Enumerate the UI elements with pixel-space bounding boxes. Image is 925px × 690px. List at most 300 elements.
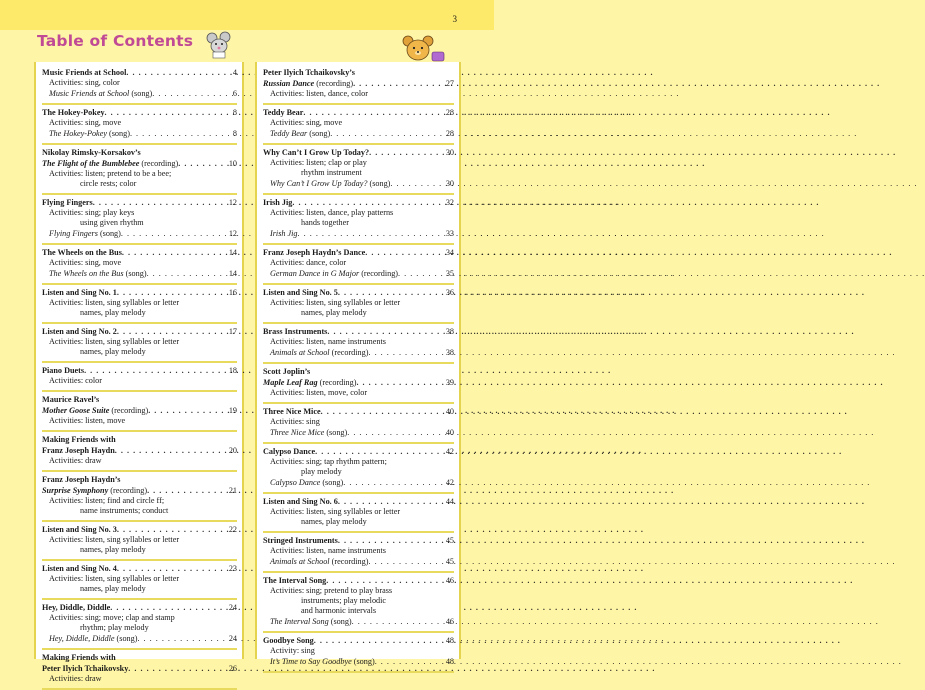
toc-sub-item xyxy=(263,347,454,358)
toc-heading-item xyxy=(263,107,454,118)
toc-sub-item xyxy=(263,178,454,189)
toc-entry xyxy=(263,573,454,633)
toc-heading-item xyxy=(42,287,237,298)
entry-title xyxy=(49,128,130,139)
toc-heading-item xyxy=(263,78,454,89)
toc-entry xyxy=(42,285,237,324)
entry-title xyxy=(270,477,343,488)
page-ref: 36 xyxy=(445,288,454,297)
entry-italic-title: The Wheels on the Bus xyxy=(49,269,124,278)
entry-italic-title: Surprise Symphony xyxy=(42,486,109,495)
dot-leader xyxy=(356,377,445,388)
page-ref: 45 xyxy=(445,536,454,545)
dot-leader xyxy=(327,326,445,337)
entry-italic-title: Music Friends at School xyxy=(49,89,130,98)
entry-title: Hey, Diddle, Diddle xyxy=(42,603,111,612)
entry-composer: Franz Joseph Haydn’s xyxy=(42,475,121,484)
dot-leader xyxy=(353,78,446,89)
toc-entry xyxy=(42,392,237,432)
dot-leader xyxy=(148,405,229,416)
activity-text: hands together xyxy=(301,218,349,227)
activity-text: names, play melody xyxy=(80,347,146,356)
toc-sub-item xyxy=(263,228,454,239)
dot-leader xyxy=(365,247,446,258)
toc-entry xyxy=(42,105,237,145)
page-ref: 12 xyxy=(228,229,237,238)
dot-leader xyxy=(338,496,446,507)
dot-leader xyxy=(330,128,446,139)
toc-entry xyxy=(42,65,237,105)
page-ref: 48 xyxy=(445,657,454,666)
toc-heading-item xyxy=(42,158,237,169)
toc-heading-item xyxy=(42,485,237,496)
activity-text: Activities: listen, sing syllables or letter xyxy=(49,574,180,583)
toc-sub-item xyxy=(263,656,454,667)
entry-title: Franz Joseph Haydn’s Dance xyxy=(263,248,366,257)
dot-leader xyxy=(121,228,229,239)
page-ref: 30 xyxy=(445,179,454,188)
entry-composer: Making Friends with xyxy=(42,653,116,662)
toc-entry xyxy=(263,633,454,673)
entry-italic-title: Hey, Diddle, Diddle xyxy=(49,634,115,643)
entry-italic-title: Animals at School xyxy=(270,348,330,357)
mouse-mascot-icon xyxy=(204,29,234,59)
activity-text: Activities: listen, sing syllables or letter xyxy=(270,507,401,516)
toc-entry xyxy=(263,444,454,494)
entry-title xyxy=(270,656,375,667)
entry-title: Listen and Sing No. 1 xyxy=(42,288,117,297)
toc-heading-item xyxy=(42,107,237,118)
entry-title xyxy=(42,485,147,496)
entry-composer: Nikolay Rimsky-Korsakov’s xyxy=(42,148,141,157)
page-ref: 28 xyxy=(445,108,454,117)
entry-italic-title: Flying Fingers xyxy=(49,229,98,238)
entry-italic-title: The Interval Song xyxy=(270,617,329,626)
dot-leader xyxy=(122,247,229,258)
entry-title: Franz Joseph Haydn xyxy=(42,446,115,455)
entry-title xyxy=(270,268,398,279)
entry-title: Goodbye Song xyxy=(263,636,314,645)
entry-title xyxy=(263,78,353,89)
dot-leader xyxy=(369,147,446,158)
entry-title xyxy=(49,633,137,644)
page-ref: 32 xyxy=(445,198,454,207)
entry-suffix: (recording) xyxy=(329,348,369,357)
entry-suffix: (recording) xyxy=(108,486,148,495)
page-ref: 46 xyxy=(445,576,454,585)
page-ref: 22 xyxy=(228,525,237,534)
entry-title xyxy=(49,88,152,99)
entry-suffix: (song) xyxy=(367,179,391,188)
page-ref: 38 xyxy=(445,327,454,336)
entry-suffix: (recording) xyxy=(329,557,369,566)
entry-suffix: (recording) xyxy=(109,406,149,415)
toc-heading-item xyxy=(42,524,237,535)
page-ref: 19 xyxy=(228,406,237,415)
toc-heading-item xyxy=(42,67,237,78)
activity-text: Activities: listen, sing syllables or letter xyxy=(49,535,180,544)
activity-text: Activities: sing xyxy=(270,417,320,426)
page-ref: 28 xyxy=(445,129,454,138)
dot-leader xyxy=(338,287,446,298)
activity-text: rhythm; play melody xyxy=(80,623,149,632)
dot-leader xyxy=(303,107,445,118)
page-ref: 24 xyxy=(228,603,237,612)
page-ref: 14 xyxy=(228,269,237,278)
activity-text: Activities: color xyxy=(49,376,102,385)
entry-suffix: (song) xyxy=(320,478,344,487)
toc-entry xyxy=(42,561,237,600)
dot-leader xyxy=(352,616,446,627)
top-color-band xyxy=(0,0,494,30)
activity-text: Activities: sing; move; clap and stamp xyxy=(49,613,175,622)
entry-title xyxy=(270,228,298,239)
dot-leader xyxy=(152,88,233,99)
entry-title: Listen and Sing No. 4 xyxy=(42,564,117,573)
toc-sub-item xyxy=(42,268,237,279)
entry-composer: Scott Joplin’s xyxy=(263,367,311,376)
page-ref: 35 xyxy=(445,269,454,278)
bear-mascot-icon xyxy=(394,34,446,64)
page-ref: 18 xyxy=(228,366,237,375)
entry-italic-title: Animals at School xyxy=(270,557,330,566)
activity-text: Activities: sing, move xyxy=(270,118,343,127)
page-ref: 48 xyxy=(445,636,454,645)
page-ref: 42 xyxy=(445,478,454,487)
page-ref: 39 xyxy=(445,378,454,387)
entry-title: Calypso Dance xyxy=(263,447,316,456)
entry-title xyxy=(42,158,178,169)
dot-leader xyxy=(84,365,229,376)
dot-leader xyxy=(117,287,229,298)
page-ref: 14 xyxy=(228,248,237,257)
entry-title: The Hokey-Pokey xyxy=(42,108,105,117)
dot-leader xyxy=(117,563,229,574)
entry-title: Piano Duets xyxy=(42,366,85,375)
dot-leader xyxy=(147,485,229,496)
entry-title xyxy=(49,228,121,239)
toc-heading-item xyxy=(42,663,237,674)
dot-leader xyxy=(126,67,233,78)
dot-leader xyxy=(375,656,446,667)
page-ref: 38 xyxy=(445,348,454,357)
page-ref: 44 xyxy=(445,497,454,506)
toc-heading-item xyxy=(42,602,237,613)
dot-leader xyxy=(128,663,229,674)
activity-text: Activities: sing, move xyxy=(49,118,122,127)
page-ref: 40 xyxy=(445,428,454,437)
page-ref: 26 xyxy=(228,664,237,673)
toc-sub-item xyxy=(42,633,237,644)
entry-title: Brass Instruments xyxy=(263,327,328,336)
toc-heading-item xyxy=(263,287,454,298)
activity-text: circle rests; color xyxy=(80,179,137,188)
entry-suffix: (song) xyxy=(123,269,147,278)
entry-title: Irish Jig xyxy=(263,198,293,207)
entry-italic-title: German Dance in G Major xyxy=(270,269,360,278)
toc-entry xyxy=(263,533,454,573)
toc-heading-item xyxy=(263,326,454,337)
activity-text: Activities: sing, move xyxy=(49,258,122,267)
entry-italic-title: The Hokey-Pokey xyxy=(49,129,107,138)
toc-entry xyxy=(263,195,454,245)
entry-suffix: (song) xyxy=(351,657,375,666)
activity-text: using given rhythm xyxy=(80,218,144,227)
activity-text: Activities: listen; find and circle ff; xyxy=(49,496,165,505)
toc-heading-item xyxy=(42,563,237,574)
toc-entry xyxy=(42,245,237,285)
activity-text: instruments; play melodic xyxy=(301,596,387,605)
dot-leader xyxy=(298,228,446,239)
toc-heading-item xyxy=(42,326,237,337)
toc-heading-item xyxy=(263,535,454,546)
toc-sub-item xyxy=(42,228,237,239)
toc-sub-item xyxy=(42,88,237,99)
entry-suffix: (song) xyxy=(328,617,352,626)
entry-suffix: (song) xyxy=(106,129,130,138)
page-ref: 4 xyxy=(232,68,237,77)
toc-sub-item xyxy=(42,128,237,139)
toc-heading-item xyxy=(263,147,454,158)
page-ref: 17 xyxy=(228,327,237,336)
toc-heading-item xyxy=(42,405,237,416)
toc-sub-item xyxy=(263,477,454,488)
activity-text: Activities: listen; clap or play xyxy=(270,158,367,167)
activity-text: Activities: draw xyxy=(49,674,102,683)
page-ref: 16 xyxy=(228,288,237,297)
page-ref: 40 xyxy=(445,407,454,416)
page-ref: 8 xyxy=(232,129,237,138)
entry-italic-title: Three Nice Mice xyxy=(270,428,325,437)
page-ref: 42 xyxy=(445,447,454,456)
page-ref: 12 xyxy=(228,198,237,207)
page-ref: 20 xyxy=(228,446,237,455)
activity-text: Activities: listen, move, color xyxy=(270,388,368,397)
entry-italic-title: Maple Leaf Rag xyxy=(263,378,318,387)
entry-title: Why Can’t I Grow Up Today? xyxy=(263,148,370,157)
toc-heading-item xyxy=(42,365,237,376)
dot-leader xyxy=(292,197,445,208)
entry-italic-title: Calypso Dance xyxy=(270,478,321,487)
toc-heading-item xyxy=(263,406,454,417)
toc-left-column xyxy=(34,62,244,683)
entry-title xyxy=(263,377,356,388)
activity-text: Activities: listen, sing syllables or letter xyxy=(49,298,180,307)
dot-leader xyxy=(93,197,229,208)
entry-title xyxy=(270,556,368,567)
page-ref: 46 xyxy=(445,617,454,626)
activity-text: Activities: listen, name instruments xyxy=(270,546,386,555)
activity-text: Activities: listen, sing syllables or letter xyxy=(49,337,180,346)
toc-heading-item xyxy=(263,575,454,586)
entry-title: Music Friends at School xyxy=(42,68,127,77)
entry-suffix: (song) xyxy=(114,634,138,643)
activity-text: Activities: sing; play keys xyxy=(49,208,135,217)
toc-heading-item xyxy=(263,377,454,388)
dot-leader xyxy=(117,524,229,535)
toc-heading-item xyxy=(263,247,454,258)
toc-heading-item xyxy=(42,247,237,258)
entry-italic-title: Why Can’t I Grow Up Today? xyxy=(270,179,368,188)
activity-text: Activities: sing; pretend to play brass xyxy=(270,586,393,595)
dot-leader xyxy=(130,128,233,139)
activity-text: Activities: listen, move xyxy=(49,416,126,425)
dot-leader xyxy=(368,347,445,358)
dot-leader xyxy=(347,427,446,438)
dot-leader xyxy=(326,575,446,586)
toc-entry xyxy=(263,324,454,364)
toc-heading-item xyxy=(263,197,454,208)
page-ref: 45 xyxy=(445,557,454,566)
page-ref: 27 xyxy=(445,79,454,88)
entry-title xyxy=(270,347,368,358)
toc-sub-item xyxy=(263,268,454,279)
activity-text: Activities: draw xyxy=(49,456,102,465)
toc-entry xyxy=(263,494,454,533)
toc-entry xyxy=(263,285,454,324)
activity-text: Activities: listen, dance, color xyxy=(270,89,368,98)
page-number: 3 xyxy=(452,14,457,24)
activity-text: Activity: sing xyxy=(270,646,315,655)
entry-title xyxy=(49,268,147,279)
toc-sub-item xyxy=(263,427,454,438)
dot-leader xyxy=(398,268,446,279)
toc-heading-item xyxy=(263,635,454,646)
entry-title: Three Nice Mice xyxy=(263,407,321,416)
toc-entry xyxy=(42,195,237,245)
dot-leader xyxy=(321,406,446,417)
dot-leader xyxy=(343,477,446,488)
activity-text: names, play melody xyxy=(80,584,146,593)
entry-suffix: (recording) xyxy=(314,79,354,88)
activity-text: names, play melody xyxy=(80,308,146,317)
activity-text: Activities: listen, dance, play patterns xyxy=(270,208,394,217)
entry-italic-title: The Flight of the Bumblebee xyxy=(42,159,140,168)
toc-sub-item xyxy=(263,616,454,627)
activity-text: names, play melody xyxy=(80,545,146,554)
toc-heading-item xyxy=(263,496,454,507)
page-ref: 10 xyxy=(228,159,237,168)
dot-leader xyxy=(105,107,233,118)
entry-italic-title: It’s Time to Say Goodbye xyxy=(270,657,352,666)
activity-text: Activities: listen; pretend to be a bee; xyxy=(49,169,172,178)
entry-title: Peter Ilyich Tchaikovsky xyxy=(42,664,129,673)
activity-text: rhythm instrument xyxy=(301,168,362,177)
toc-entry xyxy=(263,145,454,195)
toc-entry xyxy=(42,324,237,363)
toc-entry xyxy=(42,472,237,522)
toc-entry xyxy=(42,432,237,472)
entry-title: Listen and Sing No. 5 xyxy=(263,288,338,297)
entry-title: The Interval Song xyxy=(263,576,327,585)
activity-text: names, play melody xyxy=(301,517,367,526)
page-ref: 6 xyxy=(232,89,237,98)
activity-text: Activities: listen, sing syllables or letter xyxy=(270,298,401,307)
toc-entry xyxy=(42,600,237,650)
entry-title: Flying Fingers xyxy=(42,198,93,207)
entry-italic-title: Mother Goose Suite xyxy=(42,406,110,415)
entry-composer: Maurice Ravel’s xyxy=(42,395,100,404)
entry-suffix: (recording) xyxy=(359,269,399,278)
activity-text: Activities: listen, name instruments xyxy=(270,337,386,346)
entry-suffix: (song) xyxy=(324,428,348,437)
page-ref: 8 xyxy=(232,108,237,117)
toc-entry xyxy=(263,404,454,444)
toc-entry xyxy=(42,522,237,561)
dot-leader xyxy=(314,635,446,646)
activity-text: Activities: sing, color xyxy=(49,78,120,87)
page-ref: 21 xyxy=(228,486,237,495)
entry-title: The Wheels on the Bus xyxy=(42,248,122,257)
page-ref: 24 xyxy=(228,634,237,643)
entry-composer: Making Friends with xyxy=(42,435,116,444)
toc-entry xyxy=(263,65,454,105)
activity-text: name instruments; conduct xyxy=(80,506,169,515)
dot-leader xyxy=(117,326,229,337)
toc-heading-item xyxy=(42,445,237,456)
dot-leader xyxy=(390,178,445,189)
entry-suffix: (song) xyxy=(97,229,121,238)
toc-entry xyxy=(263,245,454,285)
entry-title: Listen and Sing No. 3 xyxy=(42,525,117,534)
entry-title xyxy=(270,128,330,139)
toc-sub-item xyxy=(263,128,454,139)
page-title: Table of Contents xyxy=(37,32,194,50)
entry-title: Teddy Bear xyxy=(263,108,304,117)
activity-text: and harmonic intervals xyxy=(301,606,377,615)
toc-right-column xyxy=(255,62,461,666)
page-ref: 23 xyxy=(228,564,237,573)
entry-title: Stringed Instruments xyxy=(263,536,338,545)
entry-suffix: (recording) xyxy=(317,378,357,387)
entry-italic-title: Teddy Bear xyxy=(270,129,308,138)
activity-text: Activities: sing; tap rhythm pattern; xyxy=(270,457,387,466)
dot-leader xyxy=(338,535,446,546)
page-ref: 33 xyxy=(445,229,454,238)
entry-title xyxy=(270,427,347,438)
entry-title xyxy=(270,616,352,627)
entry-suffix: (song) xyxy=(307,129,331,138)
page-ref: 34 xyxy=(445,248,454,257)
entry-title: Listen and Sing No. 6 xyxy=(263,497,338,506)
dot-leader xyxy=(110,602,229,613)
entry-composer: Peter Ilyich Tchaikovsky’s xyxy=(263,68,355,77)
toc-entry xyxy=(263,364,454,404)
dot-leader xyxy=(315,446,446,457)
activity-text: names, play melody xyxy=(301,308,367,317)
activity-text: Activities: dance, color xyxy=(270,258,347,267)
toc-heading-item xyxy=(42,197,237,208)
entry-italic-title: Irish Jig xyxy=(270,229,298,238)
toc-entry xyxy=(42,650,237,690)
entry-title xyxy=(270,178,390,189)
toc-entry xyxy=(42,145,237,195)
entry-title: Listen and Sing No. 2 xyxy=(42,327,117,336)
dot-leader xyxy=(115,445,229,456)
entry-suffix: (song) xyxy=(129,89,153,98)
dot-leader xyxy=(178,158,229,169)
dot-leader xyxy=(137,633,228,644)
dot-leader xyxy=(147,268,229,279)
entry-title xyxy=(42,405,148,416)
activity-text: play melody xyxy=(301,467,342,476)
page-ref: 30 xyxy=(445,148,454,157)
toc-entry xyxy=(263,105,454,145)
toc-sub-item xyxy=(263,556,454,567)
toc-heading-item xyxy=(263,446,454,457)
toc-entry xyxy=(42,363,237,392)
entry-italic-title: Russian Dance xyxy=(263,79,315,88)
